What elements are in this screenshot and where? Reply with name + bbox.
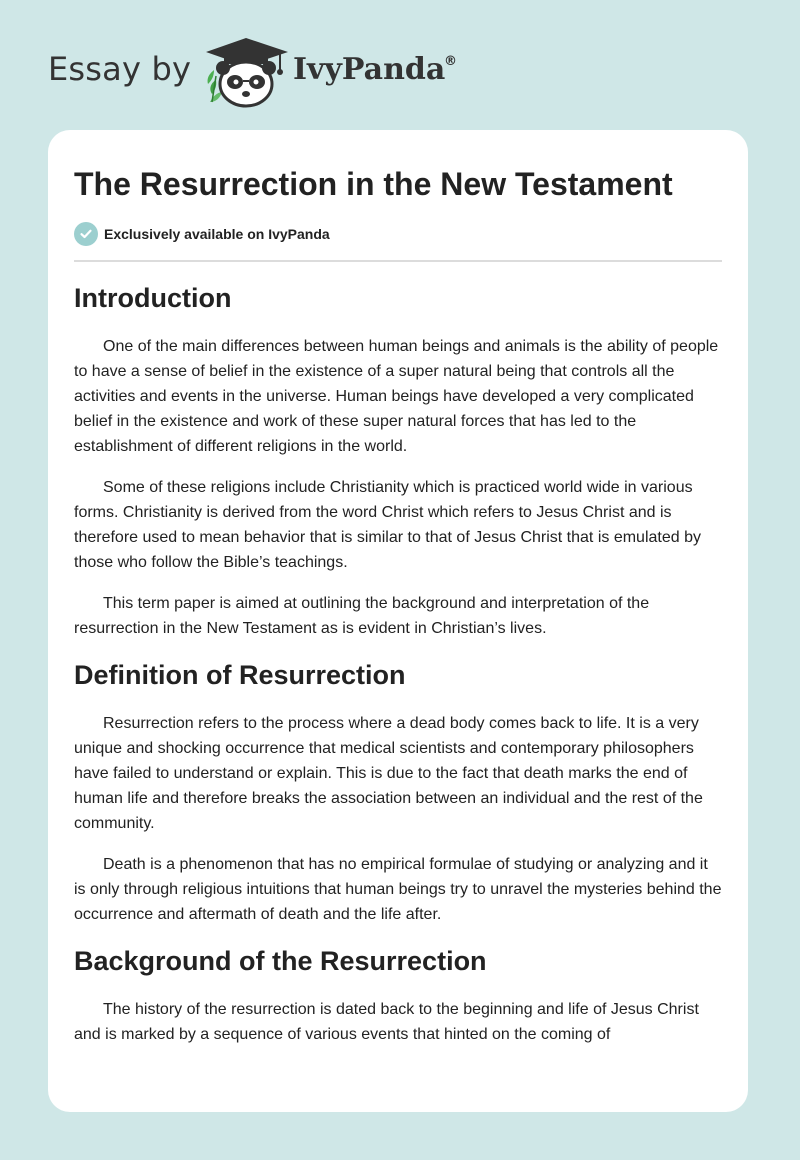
panda-graduate-logo-icon[interactable] bbox=[200, 36, 292, 115]
section-introduction bbox=[74, 280, 722, 641]
section-heading: Definition of Resurrection bbox=[74, 660, 406, 690]
section-background bbox=[74, 943, 722, 1047]
paragraph: Some of these religions include Christianity which is practiced world wide in various forms. Christianity is derived from the word Christ which refers to Jesus Christ and is therefore used to mean behavior that is similar to that of Jesus Christ that is emulated by those who follow the Bible’s teachings. bbox=[74, 479, 701, 571]
paragraph: Resurrection refers to the process where a dead body comes back to life. It is a very unique and shocking occurrence that medical scientists and contemporary philosophers have failed to understand or explain. This is due to the fact that death marks the end of human life and therefore breaks the association between an individual and the rest of the community. bbox=[74, 715, 703, 832]
brand-name[interactable]: IvyPanda bbox=[293, 52, 446, 87]
paragraph: Death is a phenomenon that has no empirical formulae of studying or analyzing and it is only through religious intuitions that human beings try to unravel the mysteries behind the occurrence and aftermath of death and the life after. bbox=[74, 856, 722, 923]
divider bbox=[74, 260, 722, 262]
section-definition bbox=[74, 657, 722, 927]
essay-content bbox=[74, 280, 722, 1063]
registered-mark: ® bbox=[444, 54, 457, 69]
brand-prefix: Essay by bbox=[48, 50, 192, 88]
section-heading: Background of the Resurrection bbox=[74, 946, 487, 976]
paragraph: One of the main differences between human beings and animals is the ability of people to have a sense of belief in the existence of a super natural being that controls all the activities and events in the universe. Human beings have developed a very complicated belief in the existence and work of these super natural forces that has led to the establishment of different religions in the world. bbox=[74, 338, 719, 455]
paragraph: This term paper is aimed at outlining the background and interpretation of the resurrection in the New Testament as is evident in Christian’s lives. bbox=[74, 595, 650, 637]
section-heading: Introduction bbox=[74, 283, 232, 313]
badge-text: Exclusively available on IvyPanda bbox=[104, 226, 330, 242]
page-title: The Resurrection in the New Testament bbox=[74, 166, 673, 202]
paragraph: The history of the resurrection is dated back to the beginning and life of Jesus Christ and is marked by a sequence of various events that hinted on the coming of bbox=[74, 1001, 699, 1043]
site-header bbox=[0, 0, 800, 130]
essay-card bbox=[48, 130, 748, 1112]
exclusive-badge bbox=[74, 222, 330, 246]
check-circle-icon bbox=[74, 222, 98, 246]
